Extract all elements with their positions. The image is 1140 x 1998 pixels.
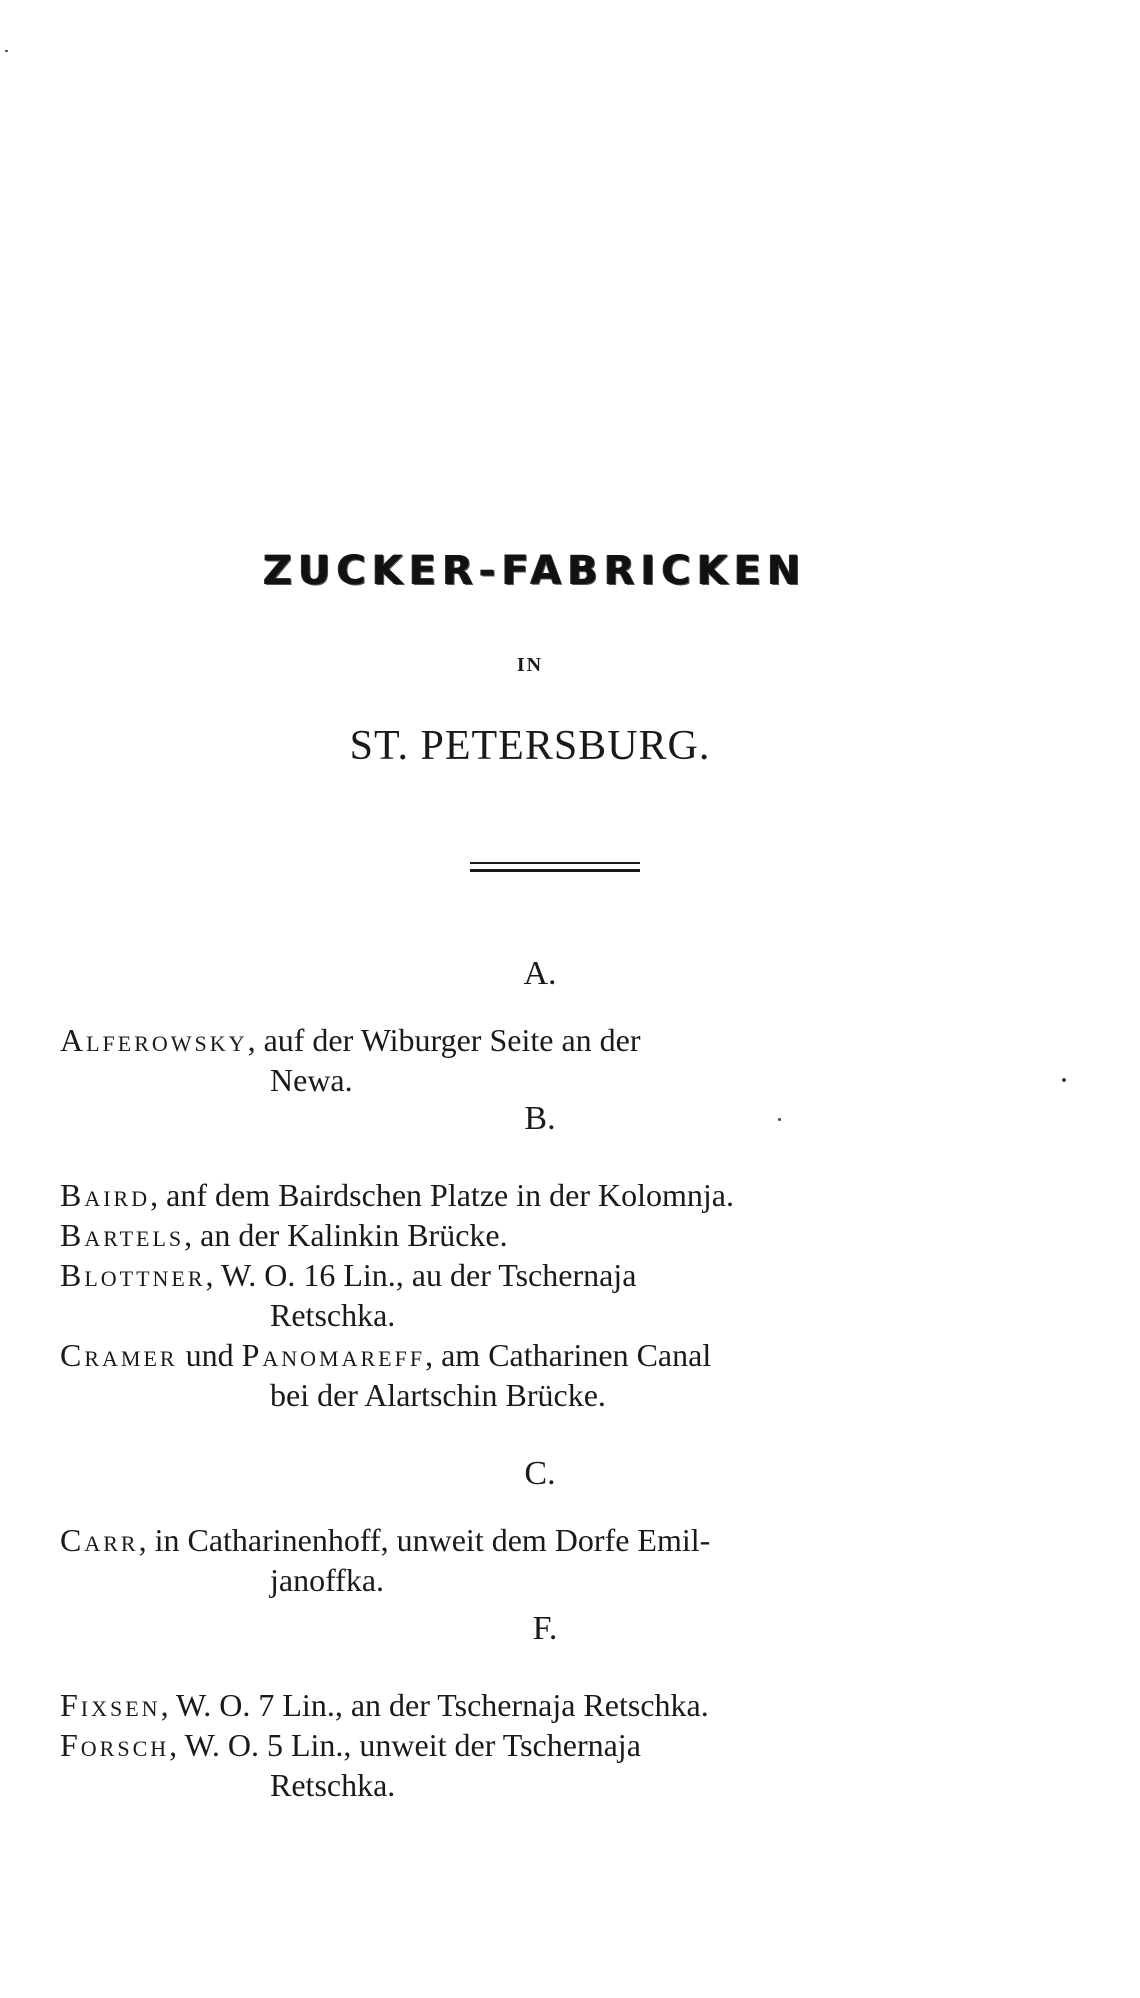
list-item-forsch: [60, 1725, 1020, 1805]
section-letter-c: C.: [524, 1455, 556, 1492]
entry-name: Alferowsky: [60, 1022, 248, 1058]
entry-connector: und: [177, 1337, 242, 1373]
entry-name: Cramer: [60, 1337, 178, 1373]
entry-text: , auf der Wiburger Seite an der: [247, 1022, 641, 1058]
page-title: ZUCKER-FABRICKEN: [263, 548, 807, 594]
list-item-cramer-panomareff: [60, 1335, 1020, 1415]
entry-continuation: bei der Alartschin Brücke.: [270, 1377, 606, 1413]
entry-name: Forsch: [60, 1727, 170, 1763]
city-heading: ST. PETERSBURG.: [349, 723, 711, 769]
divider-rule-bottom: [470, 869, 640, 872]
entry-name: Baird: [60, 1177, 151, 1213]
section-letter-b: B.: [524, 1100, 556, 1137]
list-item-baird: [60, 1175, 1020, 1215]
list-item-carr: [60, 1520, 1020, 1600]
section-letter-f: F.: [532, 1610, 558, 1647]
entry-name: Blottner: [60, 1257, 206, 1293]
list-item-blottner: [60, 1255, 1020, 1335]
entry-continuation: janoffka.: [270, 1562, 385, 1598]
entry-text: , anf dem Bairdschen Platze in der Kolomnja.: [150, 1177, 734, 1213]
list-item-bartels: [60, 1215, 1020, 1255]
entry-name: Carr: [60, 1522, 139, 1558]
entry-text: , W. O. 7 Lin., an der Tschernaja Retschka.: [160, 1687, 709, 1723]
entry-text: , W. O. 5 Lin., unweit der Tschernaja: [169, 1727, 641, 1763]
entry-text: , am Catharinen Canal: [425, 1337, 712, 1373]
entry-name: Fixsen: [60, 1687, 161, 1723]
entry-continuation: Retschka.: [270, 1767, 396, 1803]
list-item-alferowsky: [60, 1020, 1020, 1100]
entry-text: , an der Kalinkin Brücke.: [184, 1217, 508, 1253]
list-item-fixsen: [60, 1685, 1020, 1725]
entry-name: Bartels: [60, 1217, 185, 1253]
entry-name-second: Panomareff: [241, 1337, 426, 1373]
print-speck: [5, 50, 8, 52]
divider-rule-top: [470, 862, 640, 864]
entry-continuation: Retschka.: [270, 1297, 396, 1333]
entry-text: , W. O. 16 Lin., au der Tschernaja: [205, 1257, 637, 1293]
entry-text: , in Catharinenhoff, unweit dem Dorfe Emil-: [138, 1522, 711, 1558]
entry-continuation: Newa.: [270, 1062, 353, 1098]
print-speck: [1062, 1078, 1066, 1082]
print-speck: [778, 1118, 781, 1121]
section-letter-a: A.: [523, 955, 557, 992]
subtitle-in: IN: [516, 654, 544, 676]
